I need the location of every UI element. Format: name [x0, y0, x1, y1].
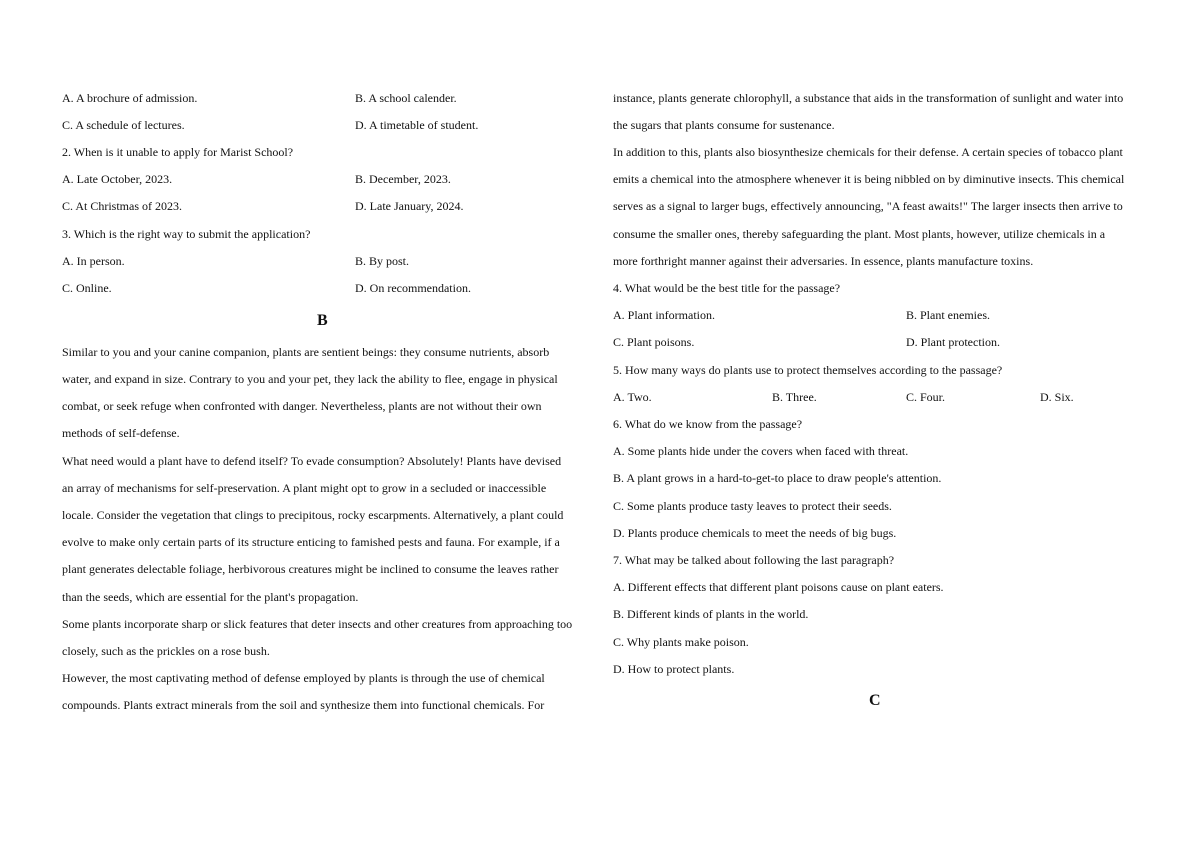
q2-option-c: C. At Christmas of 2023. [62, 199, 183, 213]
q3-option-c: C. Online. [62, 281, 112, 295]
q4-option-d: D. Plant protection. [906, 335, 1000, 349]
q2-stem: 2. When is it unable to apply for Marist School? [62, 145, 294, 159]
q7-option-b: B. Different kinds of plants in the world. [613, 607, 809, 621]
q4-option-a: A. Plant information. [613, 308, 715, 322]
passage-line: combat, or seek refuge when confronted with danger. Nevertheless, plants are not without their own [62, 399, 542, 413]
q3-stem: 3. Which is the right way to submit the application? [62, 227, 311, 241]
q6-option-d: D. Plants produce chemicals to meet the needs of big bugs. [613, 526, 897, 540]
q7-option-d: D. How to protect plants. [613, 662, 735, 676]
q5-option-b: B. Three. [772, 390, 817, 404]
passage-line: emits a chemical into the atmosphere whenever it is being nibbled on by diminutive insects. This chemical [613, 172, 1125, 186]
passage-line: more forthright manner against their adversaries. In essence, plants manufacture toxins. [613, 254, 1034, 268]
q5-option-a: A. Two. [613, 390, 652, 404]
q7-option-c: C. Why plants make poison. [613, 635, 749, 649]
q2-option-d: D. Late January, 2024. [355, 199, 464, 213]
q4-option-c: C. Plant poisons. [613, 335, 695, 349]
q3-option-d: D. On recommendation. [355, 281, 471, 295]
q4-option-b: B. Plant enemies. [906, 308, 990, 322]
q7-option-a: A. Different effects that different plant poisons cause on plant eaters. [613, 580, 944, 594]
q6-option-b: B. A plant grows in a hard-to-get-to place to draw people's attention. [613, 471, 942, 485]
passage-line: However, the most captivating method of defense employed by plants is through the use of chemical [62, 671, 545, 685]
passage-line: Similar to you and your canine companion, plants are sentient beings: they consume nutrients, absorb [62, 345, 550, 359]
q6-option-c: C. Some plants produce tasty leaves to protect their seeds. [613, 499, 892, 513]
q5-option-c: C. Four. [906, 390, 946, 404]
passage-line: Some plants incorporate sharp or slick features that deter insects and other creatures from approaching too [62, 617, 573, 631]
q6-stem: 6. What do we know from the passage? [613, 417, 803, 431]
passage-line: than the seeds, which are essential for the plant's propagation. [62, 590, 359, 604]
passage-line: an array of mechanisms for self-preservation. A plant might opt to grow in a secluded or inaccessible [62, 481, 547, 495]
passage-line: instance, plants generate chlorophyll, a substance that aids in the transformation of sunlight and water into [613, 91, 1124, 105]
passage-line: the sugars that plants consume for sustenance. [613, 118, 835, 132]
q1-option-d: D. A timetable of student. [355, 118, 479, 132]
q7-stem: 7. What may be talked about following the last paragraph? [613, 553, 895, 567]
passage-line: methods of self-defense. [62, 426, 180, 440]
passage-line: locale. Consider the vegetation that clings to precipitous, rocky escarpments. Alternatively, a plant could [62, 508, 564, 522]
q4-stem: 4. What would be the best title for the passage? [613, 281, 841, 295]
passage-line: What need would a plant have to defend itself? To evade consumption? Absolutely! Plants have devised [62, 454, 562, 468]
passage-line: water, and expand in size. Contrary to you and your pet, they lack the ability to flee, engage in physical [62, 372, 558, 386]
passage-line: plant generates delectable foliage, herbivorous creatures might be inclined to consume the leaves rather [62, 562, 559, 576]
q5-stem: 5. How many ways do plants use to protect themselves according to the passage? [613, 363, 1003, 377]
q2-option-a: A. Late October, 2023. [62, 172, 173, 186]
q3-option-b: B. By post. [355, 254, 410, 268]
q5-option-d: D. Six. [1040, 390, 1074, 404]
passage-line: evolve to make only certain parts of its structure enticing to famished pests and fauna. For example, if a [62, 535, 560, 549]
passage-line: serves as a signal to larger bugs, effectively announcing, "A feast awaits!" The larger insects then arrive to [613, 199, 1123, 213]
passage-line: consume the smaller ones, thereby safeguarding the plant. Most plants, however, utilize chemicals in a [613, 227, 1106, 241]
q1-option-b: B. A school calender. [355, 91, 457, 105]
section-heading-b: B [317, 312, 328, 329]
q1-option-c: C. A schedule of lectures. [62, 118, 185, 132]
section-heading-c: C [869, 692, 881, 709]
q2-option-b: B. December, 2023. [355, 172, 451, 186]
q6-option-a: A. Some plants hide under the covers when faced with threat. [613, 444, 909, 458]
q1-option-a: A. A brochure of admission. [62, 91, 198, 105]
passage-line: In addition to this, plants also biosynthesize chemicals for their defense. A certain species of tobacco plant [613, 145, 1123, 159]
q3-option-a: A. In person. [62, 254, 125, 268]
passage-line: compounds. Plants extract minerals from the soil and synthesize them into functional chemicals. For [62, 698, 545, 712]
passage-line: closely, such as the prickles on a rose bush. [62, 644, 270, 658]
